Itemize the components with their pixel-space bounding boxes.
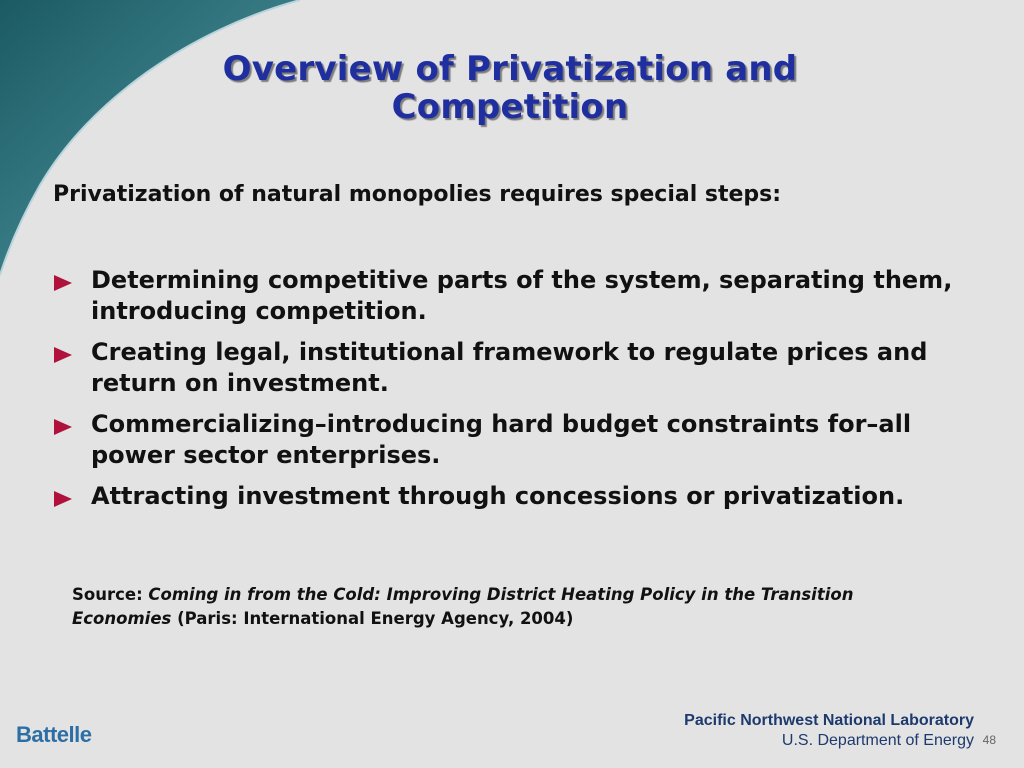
battelle-logo: Battelle (16, 722, 92, 747)
slide-title-line1: Overview of Privatization and (222, 49, 798, 89)
bullet-text: Creating legal, institutional framework to regulate prices and return on investment. (91, 338, 928, 397)
bullet-text: Determining competitive parts of the system, separating them, introducing competition. (91, 266, 953, 325)
source-title: Coming in from the Cold: Improving District Heating Policy in the Transition Economies (72, 585, 854, 628)
intro-text: Privatization of natural monopolies requires special steps: (53, 182, 782, 207)
bullet-arrow-icon (54, 491, 72, 507)
org-name: Pacific Northwest National Laboratory (684, 712, 974, 729)
bullet-item (50, 265, 990, 327)
bullet-list (50, 265, 990, 522)
bullet-arrow-icon (54, 419, 72, 435)
bullet-arrow-icon (54, 275, 72, 291)
pnnl-logo (684, 711, 974, 751)
org-department: U.S. Department of Energy (781, 732, 974, 749)
bullet-item (50, 409, 990, 471)
bullet-text: Commercializing–introducing hard budget constraints for–all power sector enterprises. (91, 410, 912, 469)
slide-title (120, 50, 900, 126)
source-publisher: (Paris: International Energy Agency, 2004) (171, 609, 574, 628)
page-number: 48 (982, 733, 996, 747)
bullet-arrow-icon (54, 347, 72, 363)
slide-title-line2: Competition (391, 87, 629, 127)
bullet-text: Attracting investment through concessions or privatization. (91, 482, 905, 510)
source-citation (72, 583, 952, 631)
bullet-item (50, 337, 990, 399)
source-label: Source: (72, 585, 149, 604)
bullet-item (50, 481, 990, 512)
